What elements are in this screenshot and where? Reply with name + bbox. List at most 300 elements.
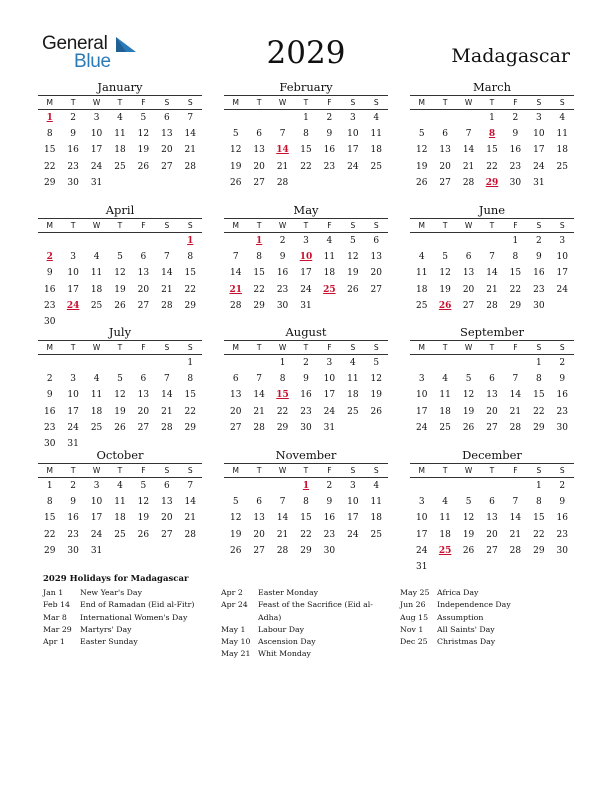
- day-cell: [551, 298, 574, 314]
- week-row: [38, 420, 202, 436]
- day-cell: 23: [276, 284, 289, 295]
- holiday-column: [400, 587, 562, 648]
- holiday-day-cell: 10: [299, 252, 313, 263]
- day-cell: 20: [486, 406, 498, 417]
- week-row: [224, 387, 388, 403]
- weekday-label: T: [442, 466, 448, 475]
- holiday-name: Africa Day: [437, 588, 479, 597]
- day-cell: 24: [533, 161, 545, 172]
- day-cell: 13: [439, 145, 451, 156]
- day-cell: [38, 355, 61, 371]
- country-name: Madagascar: [451, 45, 570, 67]
- day-cell: 13: [161, 129, 173, 140]
- day-cell: 22: [533, 529, 545, 540]
- week-row: [224, 249, 388, 265]
- weekday-label: S: [164, 343, 170, 352]
- day-cell: [85, 233, 108, 249]
- week-row: [224, 282, 388, 298]
- day-cell: 15: [533, 390, 545, 401]
- holiday-date: Jun 26: [400, 600, 426, 610]
- day-cell: 8: [535, 497, 542, 508]
- month-may: [224, 203, 388, 314]
- weekday-label: S: [373, 343, 379, 352]
- day-cell: 23: [300, 406, 312, 417]
- day-cell: 6: [256, 497, 262, 508]
- day-cell: 6: [232, 374, 239, 385]
- day-cell: 3: [535, 113, 542, 123]
- day-cell: 11: [556, 129, 568, 140]
- day-cell: 17: [300, 268, 312, 279]
- day-cell: 9: [512, 129, 519, 140]
- day-cell: 7: [512, 497, 519, 508]
- day-cell: 2: [535, 236, 542, 246]
- day-cell: 20: [370, 268, 382, 279]
- weekday-header: [224, 95, 388, 110]
- week-row: [38, 478, 202, 494]
- day-cell: 26: [370, 406, 382, 417]
- weekday-label: T: [117, 343, 123, 352]
- day-cell: 7: [279, 497, 286, 508]
- day-cell: 20: [161, 513, 173, 524]
- day-cell: 1: [535, 358, 542, 368]
- day-cell: 24: [300, 284, 312, 295]
- day-cell: 30: [43, 438, 56, 449]
- day-cell: 12: [462, 390, 475, 401]
- day-cell: 15: [43, 513, 56, 524]
- day-cell: 21: [486, 284, 498, 295]
- day-cell: 31: [300, 300, 312, 311]
- holiday-day-cell: 21: [229, 284, 242, 295]
- day-cell: 11: [347, 374, 359, 385]
- day-cell: 6: [373, 236, 380, 246]
- day-cell: [433, 110, 456, 126]
- weekday-label: F: [141, 466, 146, 475]
- day-cell: 14: [184, 497, 196, 508]
- weekday-label: W: [92, 98, 101, 107]
- day-cell: 27: [486, 422, 498, 433]
- week-row: [38, 110, 202, 126]
- day-cell: 18: [439, 529, 451, 540]
- day-cell: 7: [187, 113, 194, 123]
- day-cell: 16: [323, 513, 336, 524]
- day-cell: 14: [161, 390, 173, 401]
- holiday-day-cell: 1: [256, 236, 263, 246]
- day-cell: 16: [323, 145, 336, 156]
- week-row: [224, 175, 388, 191]
- weekday-header: [410, 463, 574, 478]
- day-cell: 17: [67, 406, 79, 417]
- holiday-date: Nov 1: [400, 624, 424, 634]
- day-cell: [504, 478, 527, 494]
- day-cell: 19: [347, 268, 359, 279]
- week-row: [38, 543, 202, 559]
- day-cell: 22: [486, 161, 498, 172]
- day-cell: [457, 355, 480, 371]
- day-cell: 5: [140, 113, 147, 123]
- day-cell: 27: [229, 422, 242, 433]
- weekday-label: F: [513, 343, 518, 352]
- weekday-label: T: [303, 221, 309, 230]
- day-cell: [224, 478, 247, 494]
- day-cell: 20: [161, 145, 173, 156]
- holiday-date: Mar 8: [43, 612, 67, 622]
- holiday-day-cell: 29: [485, 177, 499, 188]
- day-cell: 28: [486, 300, 498, 311]
- week-row: [410, 298, 574, 314]
- day-cell: 27: [253, 545, 265, 556]
- weekday-label: F: [141, 221, 146, 230]
- holiday-name: End of Ramadan (Eid al-Fitr): [80, 600, 195, 610]
- week-row: [224, 543, 388, 559]
- weekday-label: S: [373, 221, 379, 230]
- day-cell: 14: [509, 513, 522, 524]
- weekday-label: W: [278, 98, 287, 107]
- day-cell: 11: [90, 390, 103, 401]
- week-row: [38, 387, 202, 403]
- day-cell: 25: [90, 422, 103, 433]
- week-row: [410, 142, 574, 158]
- day-cell: 15: [509, 268, 522, 279]
- week-row: [38, 527, 202, 543]
- day-cell: 7: [256, 374, 262, 385]
- day-cell: [85, 355, 108, 371]
- day-cell: 9: [326, 497, 333, 508]
- day-cell: 7: [163, 374, 170, 385]
- holiday-name: Feast of the Sacrifice (Eid al-Adha): [258, 600, 373, 622]
- weekday-label: S: [350, 466, 356, 475]
- day-cell: 16: [67, 145, 79, 156]
- day-cell: 17: [323, 390, 336, 401]
- week-row: [410, 510, 574, 526]
- day-cell: 14: [486, 268, 498, 279]
- day-cell: 27: [370, 284, 382, 295]
- weekday-label: T: [70, 343, 76, 352]
- week-row: [410, 110, 574, 126]
- day-cell: 14: [253, 390, 265, 401]
- week-row: [224, 478, 388, 494]
- weekday-label: S: [164, 98, 170, 107]
- day-cell: 22: [509, 284, 522, 295]
- holiday-date: Apr 2: [221, 588, 243, 597]
- day-cell: 28: [161, 300, 173, 311]
- weekday-label: W: [278, 466, 287, 475]
- day-cell: 16: [556, 513, 568, 524]
- holiday-name: Ascension Day: [258, 637, 316, 647]
- week-row: [410, 543, 574, 559]
- day-cell: 23: [556, 529, 568, 540]
- day-cell: 1: [535, 481, 542, 491]
- day-cell: 11: [370, 129, 382, 140]
- day-cell: 17: [556, 268, 568, 279]
- day-cell: 18: [439, 406, 451, 417]
- weekday-label: M: [418, 221, 425, 230]
- weekday-label: S: [350, 343, 356, 352]
- day-cell: [341, 175, 364, 191]
- day-cell: 4: [373, 481, 380, 491]
- month-april: [38, 203, 202, 330]
- day-cell: 30: [43, 316, 56, 327]
- weekday-label: S: [536, 343, 542, 352]
- day-cell: 8: [46, 497, 53, 508]
- week-row: [410, 233, 574, 249]
- weekday-label: M: [418, 98, 425, 107]
- day-cell: 1: [512, 236, 519, 246]
- day-cell: [433, 478, 456, 494]
- day-cell: 30: [67, 545, 79, 556]
- day-cell: [132, 175, 155, 191]
- weekday-header: [38, 340, 202, 355]
- day-cell: 21: [184, 513, 196, 524]
- day-cell: 18: [347, 390, 359, 401]
- weekday-label: W: [278, 221, 287, 230]
- day-cell: 22: [184, 284, 196, 295]
- weekday-label: M: [46, 221, 53, 230]
- holiday-name: New Year's Day: [80, 588, 142, 597]
- holiday-name: All Saints' Day: [437, 624, 495, 634]
- day-cell: 18: [114, 513, 126, 524]
- week-row: [224, 510, 388, 526]
- day-cell: 6: [163, 113, 170, 123]
- day-cell: 4: [559, 113, 566, 123]
- day-cell: 10: [90, 497, 103, 508]
- day-cell: 15: [184, 390, 196, 401]
- day-cell: 13: [486, 513, 498, 524]
- day-cell: 9: [70, 129, 76, 140]
- month-title: February: [279, 80, 333, 94]
- week-row: [410, 404, 574, 420]
- day-cell: [155, 355, 178, 371]
- day-cell: 7: [512, 374, 519, 385]
- day-cell: 10: [415, 513, 428, 524]
- week-row: [224, 527, 388, 543]
- day-cell: 9: [279, 252, 286, 263]
- weekday-label: W: [92, 466, 101, 475]
- weekday-header: [410, 95, 574, 110]
- logo-word-general: General: [42, 33, 108, 54]
- month-june: [410, 203, 574, 314]
- day-cell: 23: [509, 161, 522, 172]
- holiday-item: [43, 599, 205, 611]
- day-cell: 26: [229, 545, 242, 556]
- day-cell: [341, 543, 364, 559]
- day-cell: 1: [187, 358, 194, 368]
- calendar-year: 2029: [266, 35, 346, 71]
- month-february: [224, 80, 388, 191]
- day-cell: 8: [303, 129, 309, 140]
- week-row: [410, 249, 574, 265]
- week-row: [38, 142, 202, 158]
- day-cell: 11: [114, 497, 126, 508]
- day-cell: 10: [415, 390, 428, 401]
- day-cell: 10: [67, 390, 79, 401]
- day-cell: 22: [533, 406, 545, 417]
- week-row: [38, 233, 202, 249]
- day-cell: [247, 110, 270, 126]
- month-october: [38, 448, 202, 559]
- day-cell: 14: [462, 145, 475, 156]
- day-cell: [365, 420, 388, 436]
- day-cell: 28: [509, 422, 522, 433]
- day-cell: 19: [415, 161, 428, 172]
- day-cell: 26: [347, 284, 359, 295]
- day-cell: 19: [439, 284, 451, 295]
- day-cell: 2: [326, 113, 333, 123]
- day-cell: 13: [137, 390, 150, 401]
- weekday-label: W: [464, 221, 473, 230]
- weekday-label: S: [164, 221, 170, 230]
- day-cell: [132, 543, 155, 559]
- day-cell: 13: [161, 497, 173, 508]
- holiday-list-title: 2029 Holidays for Madagascar: [43, 574, 189, 584]
- day-cell: 24: [556, 284, 568, 295]
- day-cell: 22: [43, 529, 56, 540]
- day-cell: 1: [279, 358, 286, 368]
- weekday-label: W: [464, 466, 473, 475]
- day-cell: [410, 355, 433, 371]
- day-cell: 2: [512, 113, 519, 123]
- day-cell: 24: [347, 161, 359, 172]
- day-cell: 29: [533, 422, 545, 433]
- holiday-day-cell: 2: [46, 252, 53, 263]
- day-cell: [132, 233, 155, 249]
- day-cell: [457, 110, 480, 126]
- week-row: [224, 355, 388, 371]
- day-cell: 27: [462, 300, 475, 311]
- day-cell: 18: [114, 145, 126, 156]
- day-cell: 12: [114, 268, 126, 279]
- holiday-date: May 21: [221, 649, 251, 659]
- day-cell: 2: [279, 236, 286, 246]
- weekday-label: T: [256, 98, 262, 107]
- day-cell: 18: [323, 268, 336, 279]
- day-cell: 9: [303, 374, 309, 385]
- day-cell: 4: [418, 252, 425, 263]
- day-cell: [155, 175, 178, 191]
- day-cell: 16: [43, 284, 56, 295]
- day-cell: 29: [533, 545, 545, 556]
- day-cell: 27: [137, 300, 150, 311]
- day-cell: 29: [184, 300, 196, 311]
- day-cell: 10: [347, 497, 359, 508]
- day-cell: 26: [137, 529, 150, 540]
- holiday-day-cell: 1: [187, 236, 194, 246]
- day-cell: 15: [300, 145, 312, 156]
- day-cell: 19: [114, 406, 126, 417]
- weekday-header: [38, 95, 202, 110]
- day-cell: 8: [279, 374, 286, 385]
- week-row: [410, 478, 574, 494]
- day-cell: 9: [326, 129, 333, 140]
- day-cell: [365, 543, 388, 559]
- week-row: [38, 355, 202, 371]
- weekday-label: S: [559, 466, 565, 475]
- day-cell: 20: [439, 161, 451, 172]
- day-cell: 11: [323, 252, 336, 263]
- day-cell: [155, 233, 178, 249]
- weekday-label: T: [442, 221, 448, 230]
- weekday-label: T: [117, 221, 123, 230]
- day-cell: 3: [70, 252, 76, 263]
- holiday-name: Easter Sunday: [80, 637, 138, 647]
- day-cell: 30: [556, 422, 568, 433]
- holiday-day-cell: 14: [276, 145, 289, 156]
- day-cell: 29: [276, 422, 289, 433]
- weekday-label: M: [232, 98, 239, 107]
- weekday-label: F: [513, 466, 518, 475]
- holiday-day-cell: 1: [302, 481, 310, 491]
- week-row: [38, 265, 202, 281]
- weekday-header: [410, 340, 574, 355]
- weekday-label: F: [327, 221, 332, 230]
- weekday-label: T: [70, 221, 76, 230]
- day-cell: 13: [462, 268, 475, 279]
- weekday-label: T: [303, 466, 309, 475]
- day-cell: 27: [161, 161, 173, 172]
- week-row: [410, 126, 574, 142]
- day-cell: 23: [43, 422, 56, 433]
- day-cell: 2: [46, 374, 53, 385]
- day-cell: 25: [114, 161, 126, 172]
- day-cell: 13: [253, 513, 265, 524]
- week-row: [410, 175, 574, 191]
- day-cell: 11: [90, 268, 103, 279]
- day-cell: 11: [439, 390, 451, 401]
- day-cell: 26: [114, 300, 126, 311]
- day-cell: 17: [415, 406, 428, 417]
- weekday-label: F: [513, 98, 518, 107]
- day-cell: 1: [489, 113, 495, 123]
- day-cell: 13: [137, 268, 150, 279]
- day-cell: 3: [559, 236, 566, 246]
- day-cell: 4: [93, 374, 100, 385]
- weekday-label: M: [232, 221, 239, 230]
- month-title: June: [478, 203, 506, 217]
- day-cell: 10: [556, 252, 568, 263]
- day-cell: 31: [90, 177, 103, 188]
- weekday-label: S: [187, 98, 193, 107]
- weekday-label: M: [46, 98, 53, 107]
- month-january: [38, 80, 202, 191]
- day-cell: 3: [93, 113, 100, 123]
- day-cell: 24: [415, 545, 428, 556]
- day-cell: [179, 175, 202, 191]
- day-cell: 2: [559, 358, 566, 368]
- day-cell: 3: [349, 481, 356, 491]
- day-cell: 28: [161, 422, 173, 433]
- day-cell: [247, 478, 270, 494]
- day-cell: 31: [323, 422, 336, 433]
- day-cell: 16: [300, 390, 312, 401]
- holiday-item: [221, 648, 383, 660]
- day-cell: 3: [93, 481, 100, 491]
- week-row: [38, 126, 202, 142]
- day-cell: 17: [533, 145, 545, 156]
- holiday-date: Jan 1: [43, 588, 64, 597]
- day-cell: 26: [114, 422, 126, 433]
- day-cell: 7: [163, 252, 170, 263]
- day-cell: 14: [184, 129, 196, 140]
- day-cell: [179, 543, 202, 559]
- week-row: [410, 371, 574, 387]
- day-cell: 20: [229, 406, 242, 417]
- weekday-label: S: [350, 98, 356, 107]
- day-cell: 16: [556, 390, 568, 401]
- weekday-label: T: [117, 466, 123, 475]
- day-cell: 20: [253, 529, 265, 540]
- day-cell: [108, 355, 131, 371]
- weekday-label: W: [92, 343, 101, 352]
- day-cell: 24: [347, 529, 359, 540]
